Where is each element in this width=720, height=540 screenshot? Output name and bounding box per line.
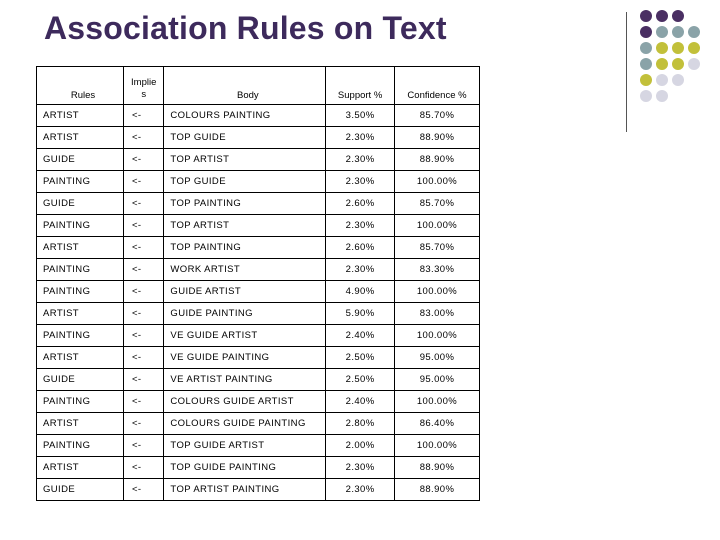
confidence-cell: 85.70% <box>395 105 480 127</box>
rule-head-cell: PAINTING <box>37 215 124 237</box>
decorative-dot <box>640 90 652 102</box>
decorative-dot <box>672 74 684 86</box>
support-cell: 2.00% <box>326 435 395 457</box>
implies-cell: <- <box>123 193 163 215</box>
body-cell: GUIDE PAINTING <box>164 303 326 325</box>
support-cell: 2.60% <box>326 237 395 259</box>
body-cell: TOP GUIDE <box>164 171 326 193</box>
body-cell: TOP ARTIST PAINTING <box>164 479 326 501</box>
support-cell: 3.50% <box>326 105 395 127</box>
table-row <box>37 259 480 281</box>
decorative-divider <box>626 12 627 132</box>
confidence-cell: 85.70% <box>395 237 480 259</box>
support-cell: 2.30% <box>326 479 395 501</box>
decorative-dot <box>672 58 684 70</box>
implies-cell: <- <box>123 369 163 391</box>
table-row <box>37 413 480 435</box>
confidence-cell: 85.70% <box>395 193 480 215</box>
decorative-dot <box>672 10 684 22</box>
confidence-cell: 83.30% <box>395 259 480 281</box>
confidence-cell: 95.00% <box>395 369 480 391</box>
implies-cell: <- <box>123 127 163 149</box>
header-body: Body <box>164 67 326 105</box>
implies-cell: <- <box>123 303 163 325</box>
implies-cell: <- <box>123 237 163 259</box>
rule-head-cell: GUIDE <box>37 193 124 215</box>
rule-head-cell: GUIDE <box>37 479 124 501</box>
table-row <box>37 325 480 347</box>
implies-cell: <- <box>123 479 163 501</box>
header-support: Support % <box>326 67 395 105</box>
table-row <box>37 105 480 127</box>
rule-head-cell: ARTIST <box>37 457 124 479</box>
rule-head-cell: ARTIST <box>37 413 124 435</box>
table-row <box>37 347 480 369</box>
header-confidence: Confidence % <box>395 67 480 105</box>
rule-head-cell: ARTIST <box>37 347 124 369</box>
body-cell: TOP GUIDE <box>164 127 326 149</box>
confidence-cell: 86.40% <box>395 413 480 435</box>
rule-head-cell: ARTIST <box>37 127 124 149</box>
header-rules: Rules <box>37 67 124 105</box>
confidence-cell: 100.00% <box>395 281 480 303</box>
association-rules-table <box>36 66 480 501</box>
rule-head-cell: ARTIST <box>37 237 124 259</box>
body-cell: COLOURS PAINTING <box>164 105 326 127</box>
body-cell: TOP GUIDE ARTIST <box>164 435 326 457</box>
table-row <box>37 193 480 215</box>
rule-head-cell: PAINTING <box>37 171 124 193</box>
confidence-cell: 100.00% <box>395 391 480 413</box>
support-cell: 2.30% <box>326 171 395 193</box>
implies-cell: <- <box>123 457 163 479</box>
decorative-dot <box>640 74 652 86</box>
decorative-dot <box>640 26 652 38</box>
body-cell: TOP PAINTING <box>164 193 326 215</box>
table-row <box>37 237 480 259</box>
confidence-cell: 100.00% <box>395 171 480 193</box>
support-cell: 5.90% <box>326 303 395 325</box>
decorative-dot <box>688 26 700 38</box>
decorative-dot <box>656 74 668 86</box>
support-cell: 2.50% <box>326 347 395 369</box>
decorative-dot <box>656 10 668 22</box>
decorative-dot <box>640 42 652 54</box>
header-implies: Implie s <box>123 67 163 105</box>
table-row <box>37 281 480 303</box>
implies-cell: <- <box>123 259 163 281</box>
body-cell: TOP PAINTING <box>164 237 326 259</box>
support-cell: 2.30% <box>326 127 395 149</box>
support-cell: 2.40% <box>326 325 395 347</box>
support-cell: 2.30% <box>326 457 395 479</box>
decorative-dot <box>672 42 684 54</box>
decorative-dot <box>672 26 684 38</box>
confidence-cell: 83.00% <box>395 303 480 325</box>
implies-cell: <- <box>123 215 163 237</box>
decorative-dot <box>656 42 668 54</box>
decorative-dot <box>640 58 652 70</box>
table-row <box>37 127 480 149</box>
rule-head-cell: PAINTING <box>37 435 124 457</box>
table-row <box>37 391 480 413</box>
table-row <box>37 149 480 171</box>
implies-cell: <- <box>123 325 163 347</box>
support-cell: 4.90% <box>326 281 395 303</box>
body-cell: TOP GUIDE PAINTING <box>164 457 326 479</box>
rule-head-cell: GUIDE <box>37 149 124 171</box>
confidence-cell: 100.00% <box>395 435 480 457</box>
body-cell: TOP ARTIST <box>164 149 326 171</box>
decorative-dot <box>656 58 668 70</box>
implies-cell: <- <box>123 281 163 303</box>
table-row <box>37 369 480 391</box>
decorative-dot <box>688 58 700 70</box>
rule-head-cell: PAINTING <box>37 281 124 303</box>
support-cell: 2.30% <box>326 149 395 171</box>
table-row <box>37 171 480 193</box>
rule-head-cell: ARTIST <box>37 105 124 127</box>
table-header-row <box>37 67 480 105</box>
table-row <box>37 303 480 325</box>
support-cell: 2.50% <box>326 369 395 391</box>
body-cell: COLOURS GUIDE PAINTING <box>164 413 326 435</box>
confidence-cell: 88.90% <box>395 457 480 479</box>
implies-cell: <- <box>123 347 163 369</box>
support-cell: 2.30% <box>326 215 395 237</box>
body-cell: VE ARTIST PAINTING <box>164 369 326 391</box>
rule-head-cell: PAINTING <box>37 259 124 281</box>
support-cell: 2.80% <box>326 413 395 435</box>
implies-cell: <- <box>123 105 163 127</box>
support-cell: 2.30% <box>326 259 395 281</box>
table-row <box>37 479 480 501</box>
rule-head-cell: GUIDE <box>37 369 124 391</box>
decorative-dot <box>640 10 652 22</box>
rule-head-cell: PAINTING <box>37 325 124 347</box>
rule-head-cell: ARTIST <box>37 303 124 325</box>
body-cell: VE GUIDE ARTIST <box>164 325 326 347</box>
support-cell: 2.60% <box>326 193 395 215</box>
body-cell: VE GUIDE PAINTING <box>164 347 326 369</box>
confidence-cell: 88.90% <box>395 149 480 171</box>
body-cell: TOP ARTIST <box>164 215 326 237</box>
table-row <box>37 457 480 479</box>
implies-cell: <- <box>123 413 163 435</box>
confidence-cell: 88.90% <box>395 127 480 149</box>
confidence-cell: 100.00% <box>395 215 480 237</box>
confidence-cell: 100.00% <box>395 325 480 347</box>
confidence-cell: 88.90% <box>395 479 480 501</box>
decorative-dot <box>656 90 668 102</box>
table-row <box>37 215 480 237</box>
body-cell: WORK ARTIST <box>164 259 326 281</box>
implies-cell: <- <box>123 391 163 413</box>
decorative-dot <box>656 26 668 38</box>
slide-title: Association Rules on Text <box>44 10 447 46</box>
support-cell: 2.40% <box>326 391 395 413</box>
rule-head-cell: PAINTING <box>37 391 124 413</box>
implies-cell: <- <box>123 171 163 193</box>
body-cell: COLOURS GUIDE ARTIST <box>164 391 326 413</box>
body-cell: GUIDE ARTIST <box>164 281 326 303</box>
confidence-cell: 95.00% <box>395 347 480 369</box>
implies-cell: <- <box>123 435 163 457</box>
table-row <box>37 435 480 457</box>
decorative-dot <box>688 42 700 54</box>
implies-cell: <- <box>123 149 163 171</box>
